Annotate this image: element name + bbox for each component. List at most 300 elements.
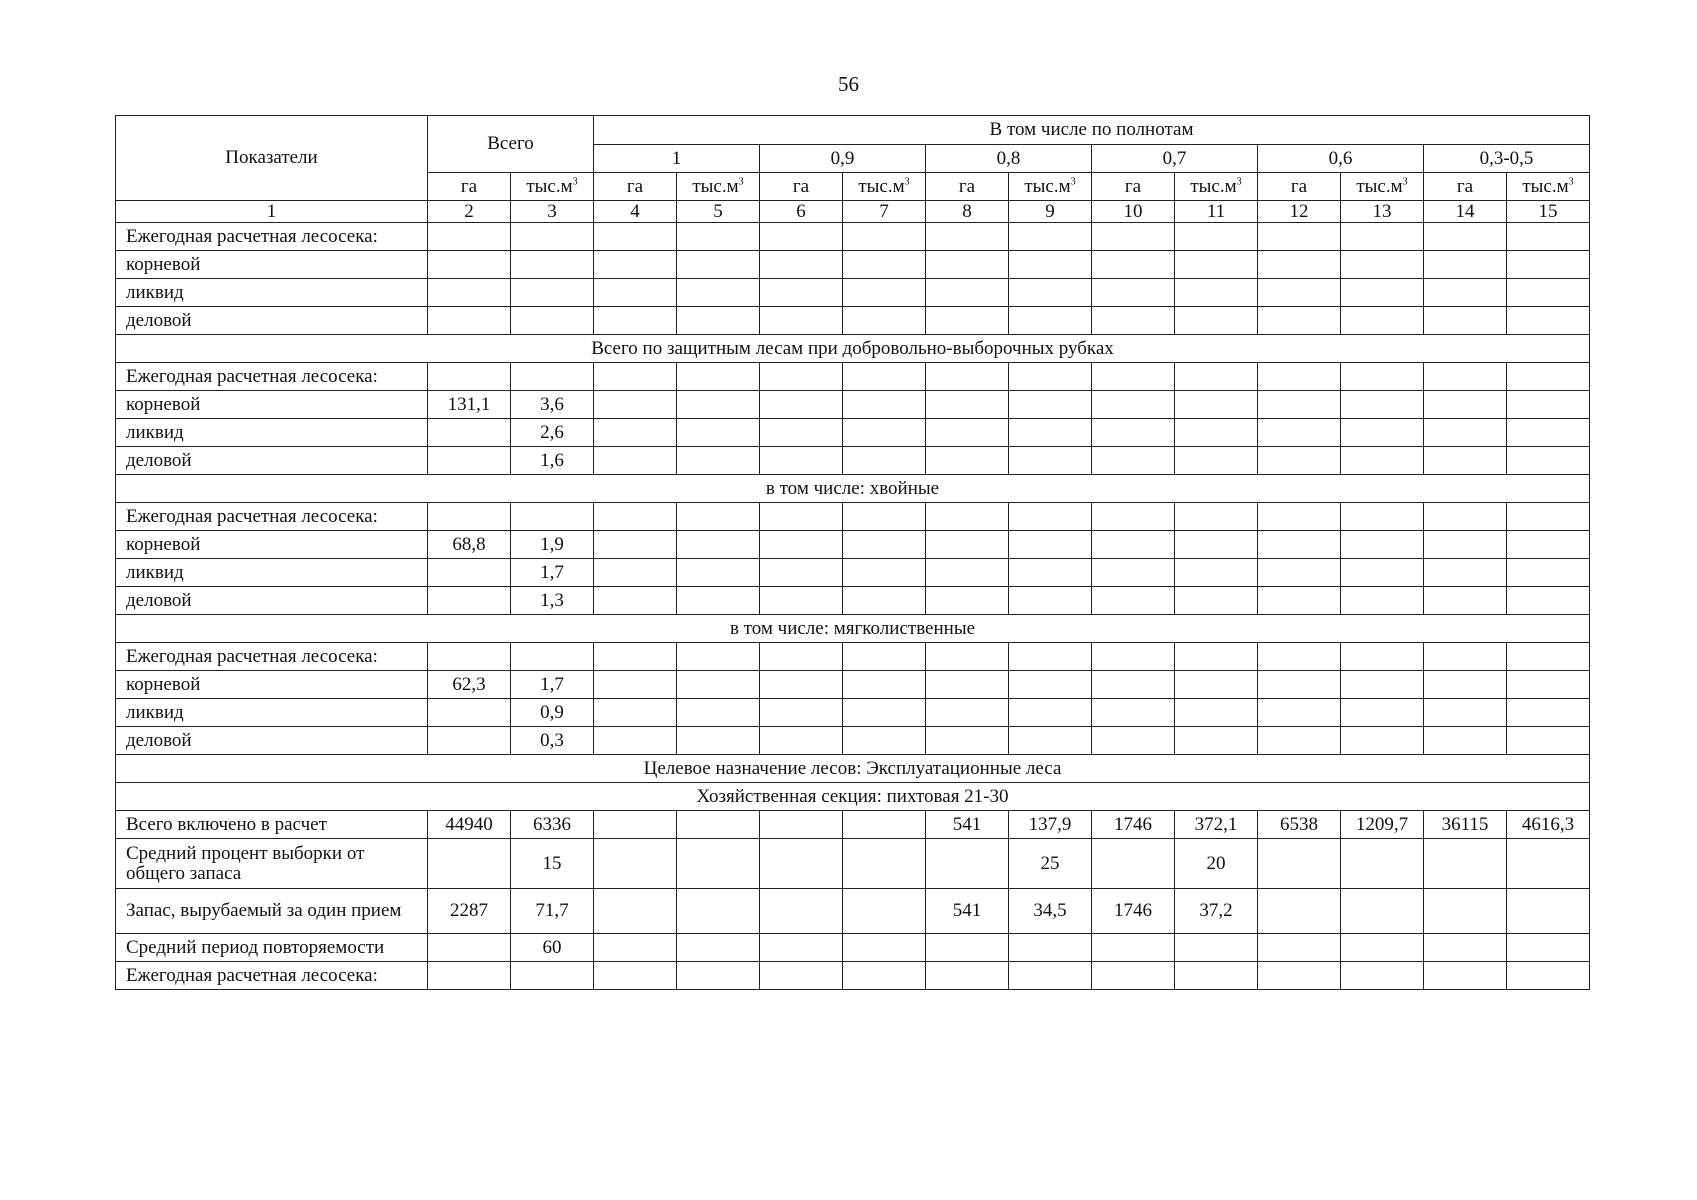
table-cell [1009, 503, 1092, 531]
table-cell [1341, 447, 1424, 475]
table-cell [1424, 279, 1507, 307]
table-cell [428, 839, 511, 889]
row-label: Ежегодная расчетная лесосека: [116, 962, 428, 990]
column-number: 10 [1092, 201, 1175, 223]
row-label: корневой [116, 531, 428, 559]
column-number: 4 [594, 201, 677, 223]
table-row [116, 811, 1590, 839]
table-cell [1092, 839, 1175, 889]
table-cell [1424, 839, 1507, 889]
section-title: Целевое назначение лесов: Эксплуатационные леса [116, 755, 1590, 783]
cutting-area-table [115, 115, 1590, 990]
table-cell [1092, 279, 1175, 307]
table-cell [1424, 419, 1507, 447]
table-cell [1175, 363, 1258, 391]
table-cell [926, 307, 1009, 335]
table-cell [677, 934, 760, 962]
table-cell [1175, 307, 1258, 335]
table-cell [1092, 223, 1175, 251]
table-cell [1424, 699, 1507, 727]
table-cell [1341, 279, 1424, 307]
table-cell [1175, 587, 1258, 615]
column-number: 1 [116, 201, 428, 223]
table-cell [760, 699, 843, 727]
row-label: корневой [116, 671, 428, 699]
unit-volume-exponent: 3 [1236, 176, 1242, 188]
table-cell [1341, 727, 1424, 755]
table-row [116, 727, 1590, 755]
table-cell [843, 727, 926, 755]
table-cell [1175, 391, 1258, 419]
table-cell [1341, 699, 1424, 727]
table-cell [511, 279, 594, 307]
unit-volume-base: тыс.м [1190, 175, 1237, 197]
table-cell [511, 251, 594, 279]
table-cell: 541 [926, 889, 1009, 934]
table-cell [594, 727, 677, 755]
unit-volume-base: тыс.м [1024, 175, 1071, 197]
table-cell [1009, 643, 1092, 671]
table-cell [843, 643, 926, 671]
page-number: 56 [838, 72, 859, 96]
table-cell [1258, 889, 1341, 934]
table-cell [1424, 934, 1507, 962]
table-cell [1341, 934, 1424, 962]
table-cell [594, 279, 677, 307]
table-cell [1092, 447, 1175, 475]
unit-volume-base: тыс.м [526, 175, 573, 197]
table-cell [1507, 962, 1590, 990]
row-label: деловой [116, 447, 428, 475]
table-cell [677, 363, 760, 391]
table-cell [1424, 643, 1507, 671]
table-cell: 2,6 [511, 419, 594, 447]
table-cell [1258, 447, 1341, 475]
column-number-row [116, 201, 1590, 223]
table-cell [594, 839, 677, 889]
table-cell [1258, 223, 1341, 251]
column-number: 15 [1507, 201, 1590, 223]
table-cell [1424, 251, 1507, 279]
table-cell [926, 727, 1009, 755]
column-number: 13 [1341, 201, 1424, 223]
table-cell [1092, 419, 1175, 447]
row-label: Ежегодная расчетная лесосека: [116, 363, 428, 391]
table-row [116, 419, 1590, 447]
table-cell [677, 962, 760, 990]
table-cell [428, 503, 511, 531]
table-cell [843, 419, 926, 447]
table-cell [1092, 962, 1175, 990]
table-cell [511, 962, 594, 990]
table-cell [1507, 587, 1590, 615]
table-cell [1009, 587, 1092, 615]
unit-volume-exponent: 3 [738, 176, 744, 188]
table-cell [1341, 839, 1424, 889]
row-label: ликвид [116, 699, 428, 727]
table-cell [1175, 503, 1258, 531]
table-cell [843, 363, 926, 391]
row-label: Запас, вырубаемый за один прием [116, 889, 428, 934]
column-number: 9 [1009, 201, 1092, 223]
table-cell [760, 447, 843, 475]
table-cell: 0,9 [511, 699, 594, 727]
table-row [116, 223, 1590, 251]
table-cell [594, 671, 677, 699]
table-cell [1424, 447, 1507, 475]
table-cell [1258, 934, 1341, 962]
table-cell: 137,9 [1009, 811, 1092, 839]
table-cell [1258, 251, 1341, 279]
table-cell [677, 223, 760, 251]
unit-volume-exponent: 3 [572, 176, 578, 188]
table-cell [1092, 531, 1175, 559]
table-cell [926, 279, 1009, 307]
section-row [116, 755, 1590, 783]
table-cell [594, 934, 677, 962]
table-cell [1341, 419, 1424, 447]
table-cell [760, 643, 843, 671]
table-cell [1507, 934, 1590, 962]
table-row [116, 699, 1590, 727]
table-row [116, 531, 1590, 559]
table-cell [1424, 727, 1507, 755]
table-cell [428, 727, 511, 755]
unit-volume-header [677, 173, 760, 201]
table-cell [428, 363, 511, 391]
column-number: 11 [1175, 201, 1258, 223]
table-cell [1009, 671, 1092, 699]
table-cell [1341, 307, 1424, 335]
table-cell [511, 307, 594, 335]
table-cell [677, 447, 760, 475]
table-cell: 44940 [428, 811, 511, 839]
table-cell [594, 503, 677, 531]
table-cell [677, 279, 760, 307]
table-cell [594, 363, 677, 391]
table-cell [1175, 962, 1258, 990]
table-cell: 1,7 [511, 671, 594, 699]
table-cell [1258, 643, 1341, 671]
table-cell [760, 934, 843, 962]
table-row [116, 671, 1590, 699]
density-header: 0,3-0,5 [1424, 145, 1590, 173]
table-cell [843, 279, 926, 307]
table-cell [760, 559, 843, 587]
table-body [116, 223, 1590, 990]
table-cell [843, 559, 926, 587]
table-cell [677, 643, 760, 671]
table-row [116, 587, 1590, 615]
table-cell [1424, 503, 1507, 531]
section-row [116, 615, 1590, 643]
table-row [116, 839, 1590, 889]
table-cell [926, 251, 1009, 279]
table-cell [677, 419, 760, 447]
table-cell [1175, 699, 1258, 727]
table-cell [926, 699, 1009, 727]
table-cell: 6336 [511, 811, 594, 839]
table-cell [760, 223, 843, 251]
table-cell [760, 391, 843, 419]
table-cell [926, 503, 1009, 531]
table-cell [1258, 503, 1341, 531]
header-by-density: В том числе по полнотам [594, 116, 1590, 145]
table-cell [1092, 699, 1175, 727]
table-cell [1507, 503, 1590, 531]
table-cell [1009, 363, 1092, 391]
table-cell [1009, 419, 1092, 447]
table-cell [1507, 251, 1590, 279]
table-cell [594, 699, 677, 727]
table-cell [1175, 447, 1258, 475]
table-cell [1424, 889, 1507, 934]
table-cell [1092, 363, 1175, 391]
table-cell: 1746 [1092, 889, 1175, 934]
table-cell [926, 587, 1009, 615]
unit-volume-exponent: 3 [1402, 176, 1408, 188]
row-label: ликвид [116, 419, 428, 447]
table-cell [843, 962, 926, 990]
table-cell [594, 531, 677, 559]
column-number: 7 [843, 201, 926, 223]
section-row [116, 335, 1590, 363]
unit-volume-exponent: 3 [1568, 176, 1574, 188]
table-cell: 20 [1175, 839, 1258, 889]
table-cell [428, 643, 511, 671]
table-cell [760, 727, 843, 755]
table-cell: 6538 [1258, 811, 1341, 839]
table-cell: 71,7 [511, 889, 594, 934]
table-cell [677, 559, 760, 587]
table-cell [1258, 419, 1341, 447]
table-cell [760, 279, 843, 307]
table-cell [677, 889, 760, 934]
table-cell [1009, 727, 1092, 755]
table-cell [760, 503, 843, 531]
table-cell [843, 889, 926, 934]
table-cell [926, 643, 1009, 671]
row-label: Всего включено в расчет [116, 811, 428, 839]
table-cell [843, 391, 926, 419]
table-cell [1009, 934, 1092, 962]
table-cell [1092, 307, 1175, 335]
table-cell [594, 223, 677, 251]
row-label: деловой [116, 307, 428, 335]
table-cell [677, 503, 760, 531]
table-cell [1092, 503, 1175, 531]
table-cell [843, 699, 926, 727]
row-label: Ежегодная расчетная лесосека: [116, 503, 428, 531]
table-cell: 1,9 [511, 531, 594, 559]
table-cell [843, 811, 926, 839]
unit-volume-header [511, 173, 594, 201]
table-cell [760, 307, 843, 335]
table-cell [594, 419, 677, 447]
table-cell [760, 839, 843, 889]
table-cell [1341, 587, 1424, 615]
table-cell: 3,6 [511, 391, 594, 419]
table-cell [1507, 889, 1590, 934]
unit-volume-base: тыс.м [1522, 175, 1569, 197]
table-cell [1507, 307, 1590, 335]
row-label: ликвид [116, 559, 428, 587]
unit-volume-header [1507, 173, 1590, 201]
row-label: Ежегодная расчетная лесосека: [116, 223, 428, 251]
unit-ha-header: га [760, 173, 843, 201]
table-cell [1507, 531, 1590, 559]
table-cell [760, 531, 843, 559]
table-cell [1258, 671, 1341, 699]
section-title: Всего по защитным лесам при добровольно-выборочных рубках [116, 335, 1590, 363]
table-cell [594, 251, 677, 279]
table-cell [1092, 559, 1175, 587]
table-cell [1341, 391, 1424, 419]
table-cell [926, 419, 1009, 447]
unit-ha-header: га [428, 173, 511, 201]
table-cell [1341, 962, 1424, 990]
table-cell [1175, 559, 1258, 587]
table-cell [1009, 531, 1092, 559]
table-cell [843, 531, 926, 559]
column-number: 12 [1258, 201, 1341, 223]
unit-volume-header [1009, 173, 1092, 201]
table-cell [1341, 251, 1424, 279]
unit-ha-header: га [1092, 173, 1175, 201]
table-cell [1092, 251, 1175, 279]
table-cell [1092, 587, 1175, 615]
table-cell [760, 671, 843, 699]
table-cell [926, 671, 1009, 699]
table-cell [1258, 307, 1341, 335]
table-cell [926, 363, 1009, 391]
unit-volume-exponent: 3 [904, 176, 910, 188]
table-cell [1258, 587, 1341, 615]
table-cell [926, 962, 1009, 990]
density-header: 0,9 [760, 145, 926, 173]
header-total: Всего [428, 116, 594, 173]
section-title: Хозяйственная секция: пихтовая 21-30 [116, 783, 1590, 811]
table-cell [843, 839, 926, 889]
table-cell [428, 307, 511, 335]
table-cell: 372,1 [1175, 811, 1258, 839]
table-cell [1507, 559, 1590, 587]
table-cell [594, 889, 677, 934]
table-cell [677, 727, 760, 755]
table-cell [428, 223, 511, 251]
table-cell [1258, 699, 1341, 727]
table-cell [1424, 962, 1507, 990]
column-number: 5 [677, 201, 760, 223]
header-indicators: Показатели [116, 116, 428, 201]
table-cell [428, 251, 511, 279]
row-label: корневой [116, 391, 428, 419]
table-cell [1009, 559, 1092, 587]
table-cell [760, 251, 843, 279]
table-cell [1009, 962, 1092, 990]
table-cell [1175, 643, 1258, 671]
table-row [116, 889, 1590, 934]
table-cell [1175, 671, 1258, 699]
table-row [116, 643, 1590, 671]
table-cell [1424, 391, 1507, 419]
table-cell [843, 307, 926, 335]
table-cell [760, 962, 843, 990]
column-number: 8 [926, 201, 1009, 223]
table-cell: 1,6 [511, 447, 594, 475]
table-row [116, 962, 1590, 990]
table-cell [677, 531, 760, 559]
table-cell [926, 391, 1009, 419]
table-cell [1341, 363, 1424, 391]
table-cell [594, 643, 677, 671]
column-number: 3 [511, 201, 594, 223]
table-cell [1092, 391, 1175, 419]
unit-ha-header: га [1258, 173, 1341, 201]
table-cell [1175, 727, 1258, 755]
unit-volume-header [843, 173, 926, 201]
table-cell [926, 559, 1009, 587]
table-cell [1009, 699, 1092, 727]
table-cell: 1209,7 [1341, 811, 1424, 839]
unit-volume-base: тыс.м [1356, 175, 1403, 197]
table-cell [1175, 223, 1258, 251]
table-cell: 15 [511, 839, 594, 889]
table-cell [1009, 223, 1092, 251]
table-cell [926, 223, 1009, 251]
density-header: 0,7 [1092, 145, 1258, 173]
table-cell [926, 447, 1009, 475]
table-cell [428, 447, 511, 475]
density-header: 0,6 [1258, 145, 1424, 173]
table-cell [1258, 279, 1341, 307]
table-cell [1507, 419, 1590, 447]
table-cell [594, 962, 677, 990]
table-cell [1175, 279, 1258, 307]
unit-volume-header [1175, 173, 1258, 201]
table-cell [760, 587, 843, 615]
table-cell [1258, 839, 1341, 889]
table-cell [1175, 531, 1258, 559]
table-cell [1507, 363, 1590, 391]
density-header: 1 [594, 145, 760, 173]
table-cell [1175, 251, 1258, 279]
table-cell [511, 503, 594, 531]
table-cell [677, 587, 760, 615]
table-cell [1507, 391, 1590, 419]
table-cell [1175, 934, 1258, 962]
table-cell [511, 643, 594, 671]
table-cell: 2287 [428, 889, 511, 934]
table-cell [677, 671, 760, 699]
table-cell [1424, 587, 1507, 615]
table-cell [1507, 447, 1590, 475]
section-row [116, 475, 1590, 503]
table-cell [428, 419, 511, 447]
table-cell [1507, 699, 1590, 727]
table-cell [1009, 447, 1092, 475]
table-cell [1341, 503, 1424, 531]
table-cell: 60 [511, 934, 594, 962]
table-cell [1009, 391, 1092, 419]
table-cell: 541 [926, 811, 1009, 839]
table-cell [926, 531, 1009, 559]
table-cell [1009, 279, 1092, 307]
table-cell [428, 559, 511, 587]
table-cell [1175, 419, 1258, 447]
unit-volume-base: тыс.м [692, 175, 739, 197]
table-cell [1424, 363, 1507, 391]
